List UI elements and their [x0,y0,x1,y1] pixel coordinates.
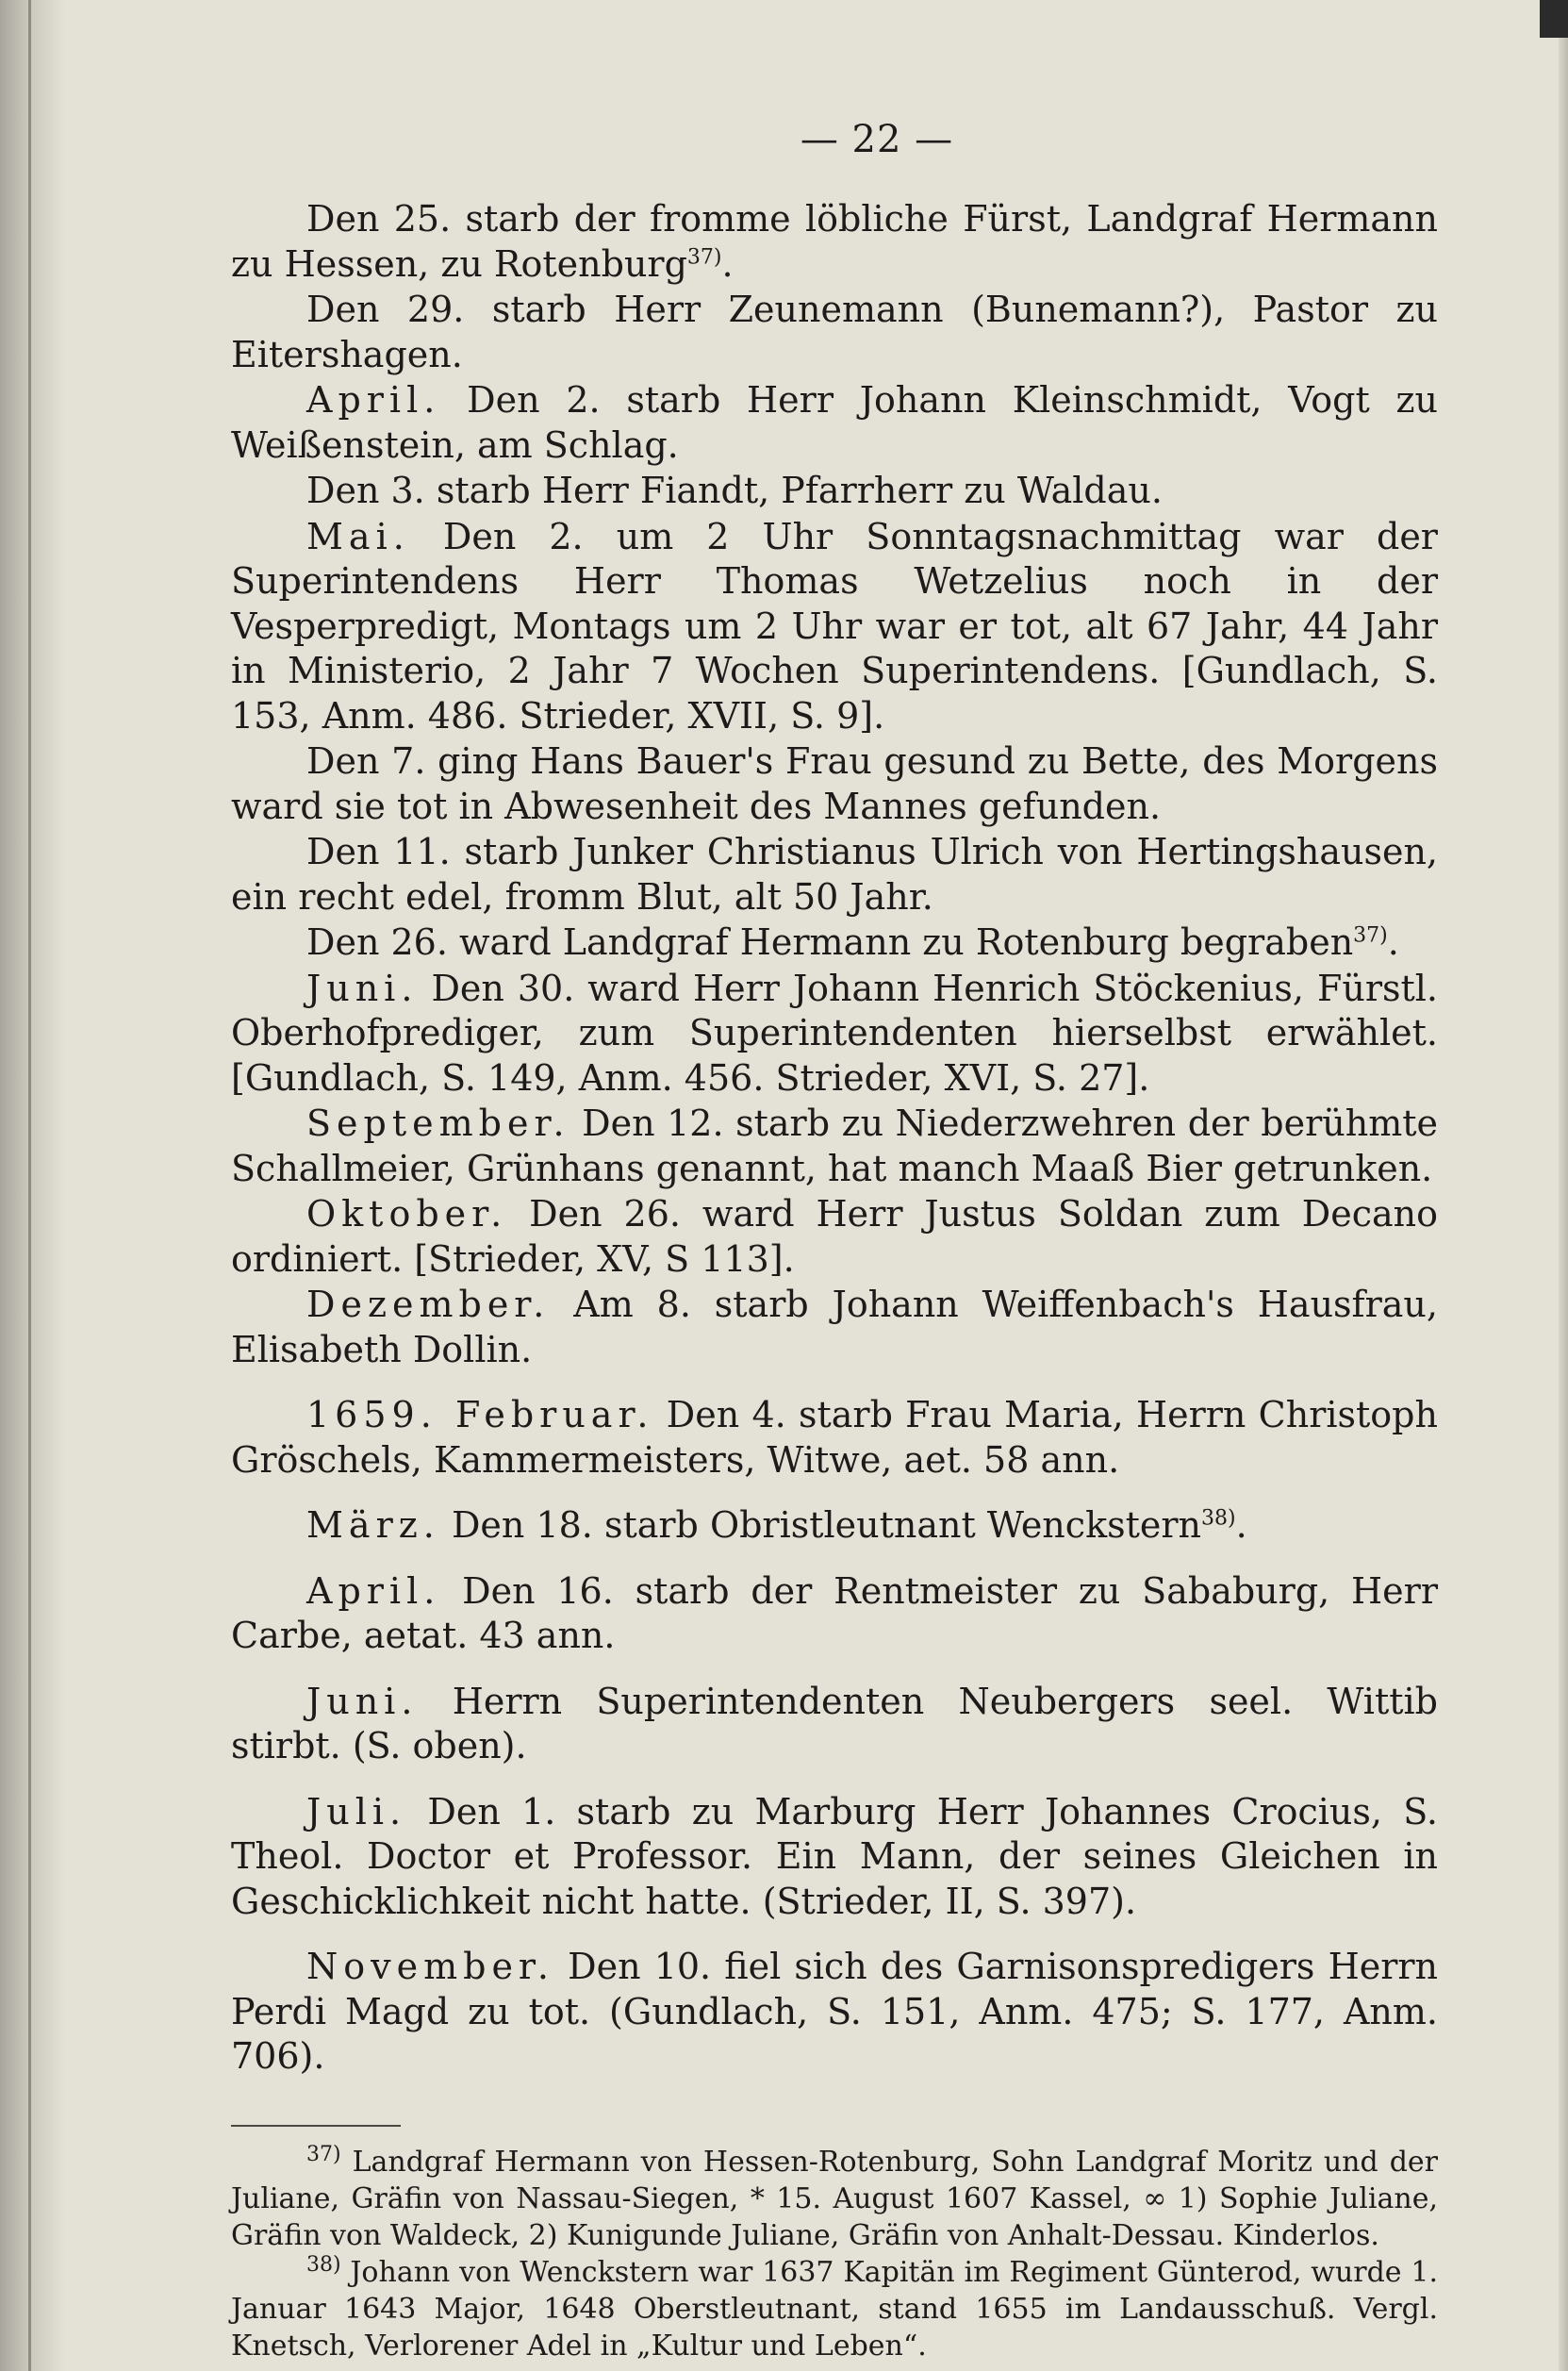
chronicle-entry [231,739,1438,829]
entry-punctuation: . [1235,1504,1247,1546]
entry-text: Den 11. starb Junker Christianus Ulrich von Hertingshausen, ein recht edel, fromm Blut, alt 50 Jahr. [231,831,1438,918]
footnote-mark: 38) [306,2252,341,2277]
entry-text: Den 12. starb zu Niederzwehren der berühmte Schallmeier, Grünhans genannt, hat manch Maaß Bier getrunken. [231,1103,1438,1189]
entry-text: Den 2. um 2 Uhr Sonntagsnachmittag war der Superintendens Herr Thomas Wetzelius noch in der Vesperpredigt, Montags um 2 Uhr war er tot, alt 67 Jahr, 44 Jahr in Ministerio, 2 Jahr 7 Wochen Superintendens. [Gundlach, S. 153, Anm. 486. Strieder, XVII, S. 9]. [231,515,1438,737]
chronicle-entry [231,1283,1438,1372]
chronicle-entry [231,1192,1438,1282]
scan-corner [1540,0,1568,38]
entry-month-heading: April. [306,379,441,421]
page-number: — 22 — [800,118,954,161]
entry-text: Den 10. fiel sich des Garnisonspredigers Herrn Perdi Magd zu tot. (Gundlach, S. 151, Anm. 475; S. 177, Anm. 706). [231,1946,1438,2077]
entry-text: Den 26. ward Herr Justus Soldan zum Decano ordiniert. [Strieder, XV, S 113]. [231,1193,1438,1280]
entry-text: Den 25. starb der fromme löbliche Fürst, Landgraf Hermann zu Hessen, zu Rotenburg [231,198,1438,285]
chronicle-entry [231,920,1438,966]
footnote-text: Landgraf Hermann von Hessen-Rotenburg, Sohn Landgraf Moritz und der Juliane, Gräfin von Nassau-Siegen, * 15. August 1607 Kassel, ∞ 1) Sophie Juliane, Gräfin von Waldeck, 2) Kunigunde Juliane, Gräfin von Anhalt-Dessau. Kinderlos. [231,2145,1438,2252]
entry-text: Den 29. starb Herr Zeunemann (Bunemann?), Pastor zu Eitershagen. [231,289,1438,375]
chronicle-entry [231,288,1438,377]
entry-text: Den 7. ging Hans Bauer's Frau gesund zu Bette, des Morgens ward sie tot in Abwesenheit des Mannes gefunden. [231,740,1438,827]
footnotes [231,2144,1438,2364]
footnote [231,2144,1438,2254]
chronicle-entries [231,197,1438,2080]
footnote-reference: 38) [1201,1506,1236,1531]
footnote-text: Johann von Wenckstern war 1637 Kapitän im Regiment Günterod, wurde 1. Januar 1643 Major, 1648 Oberstleutnant, stand 1655 im Landausschuß. Vergl. Knetsch, Verlorener Adel in „Kultur und Leben“. [231,2255,1439,2363]
entry-text: Den 2. starb Herr Johann Kleinschmidt, Vogt zu Weißenstein, am Schlag. [231,379,1438,466]
entry-month-heading: Juni. [306,1680,419,1722]
entry-text: Den 30. ward Herr Johann Henrich Stöckenius, Fürstl. Oberhofprediger, zum Superintendenten hierselbst erwählet. [Gundlach, S. 149, Anm. 456. Strieder, XVI, S. 27]. [231,967,1438,1099]
entry-month-heading: Juni. [306,967,419,1009]
entry-punctuation: . [721,242,734,285]
chronicle-entry [231,197,1438,287]
entry-month-heading: Juli. [306,1790,407,1832]
entry-month-heading: März. [306,1504,440,1546]
footnote-reference: 37) [686,244,722,269]
entry-text: Den 26. ward Landgraf Hermann zu Rotenburg begraben [306,921,1354,963]
chronicle-entry [231,830,1438,920]
chronicle-entry [231,1945,1438,2080]
page-text-block [231,118,1438,2364]
chronicle-entry [231,1393,1438,1483]
chronicle-entry [231,378,1438,468]
chronicle-entry [231,1790,1438,1925]
entry-month-heading: November. [306,1946,554,1987]
footnote-separator [231,2125,401,2127]
entry-punctuation: . [1387,921,1399,963]
entry-text: Herrn Superintendenten Neubergers seel. Wittib stirbt. (S. oben). [231,1680,1438,1766]
entry-text: Den 16. starb der Rentmeister zu Sababurg, Herr Carbe, aetat. 43 ann. [231,1569,1438,1656]
entry-month-heading: 1659. Februar. [306,1394,654,1435]
entry-month-heading: September. [306,1103,570,1144]
entry-text: Den 4. starb Frau Maria, Herrn Christoph Gröschels, Kammermeisters, Witwe, aet. 58 ann. [231,1394,1438,1481]
page-edge [1559,0,1568,2371]
chronicle-entry [231,967,1438,1102]
chronicle-entry [231,1503,1438,1549]
binding-fold-line [28,0,31,2371]
entry-text: Am 8. starb Johann Weiffenbach's Hausfrau, Elisabeth Dollin. [231,1284,1438,1370]
binding-gutter [0,0,66,2371]
entry-month-heading: Mai. [306,515,410,557]
entry-text: Den 3. starb Herr Fiandt, Pfarrherr zu Waldau. [306,470,1163,511]
chronicle-entry [231,469,1438,514]
entry-month-heading: Dezember. [306,1284,551,1325]
footnote-mark: 37) [306,2142,341,2166]
chronicle-entry [231,1680,1438,1769]
footnote-reference: 37) [1353,923,1388,948]
chronicle-entry [231,515,1438,739]
entry-month-heading: April. [306,1569,441,1612]
entry-month-heading: Oktober. [306,1193,508,1235]
chronicle-entry [231,1102,1438,1191]
chronicle-entry [231,1569,1438,1659]
entry-text: Den 18. starb Obristleutnant Wenckstern [451,1504,1201,1546]
entry-text: Den 1. starb zu Marburg Herr Johannes Crocius, S. Theol. Doctor et Professor. Ein Mann, der seines Gleichen in Geschicklichkeit nicht hatte. (Strieder, II, S. 397). [231,1790,1438,1922]
footnote [231,2254,1438,2364]
